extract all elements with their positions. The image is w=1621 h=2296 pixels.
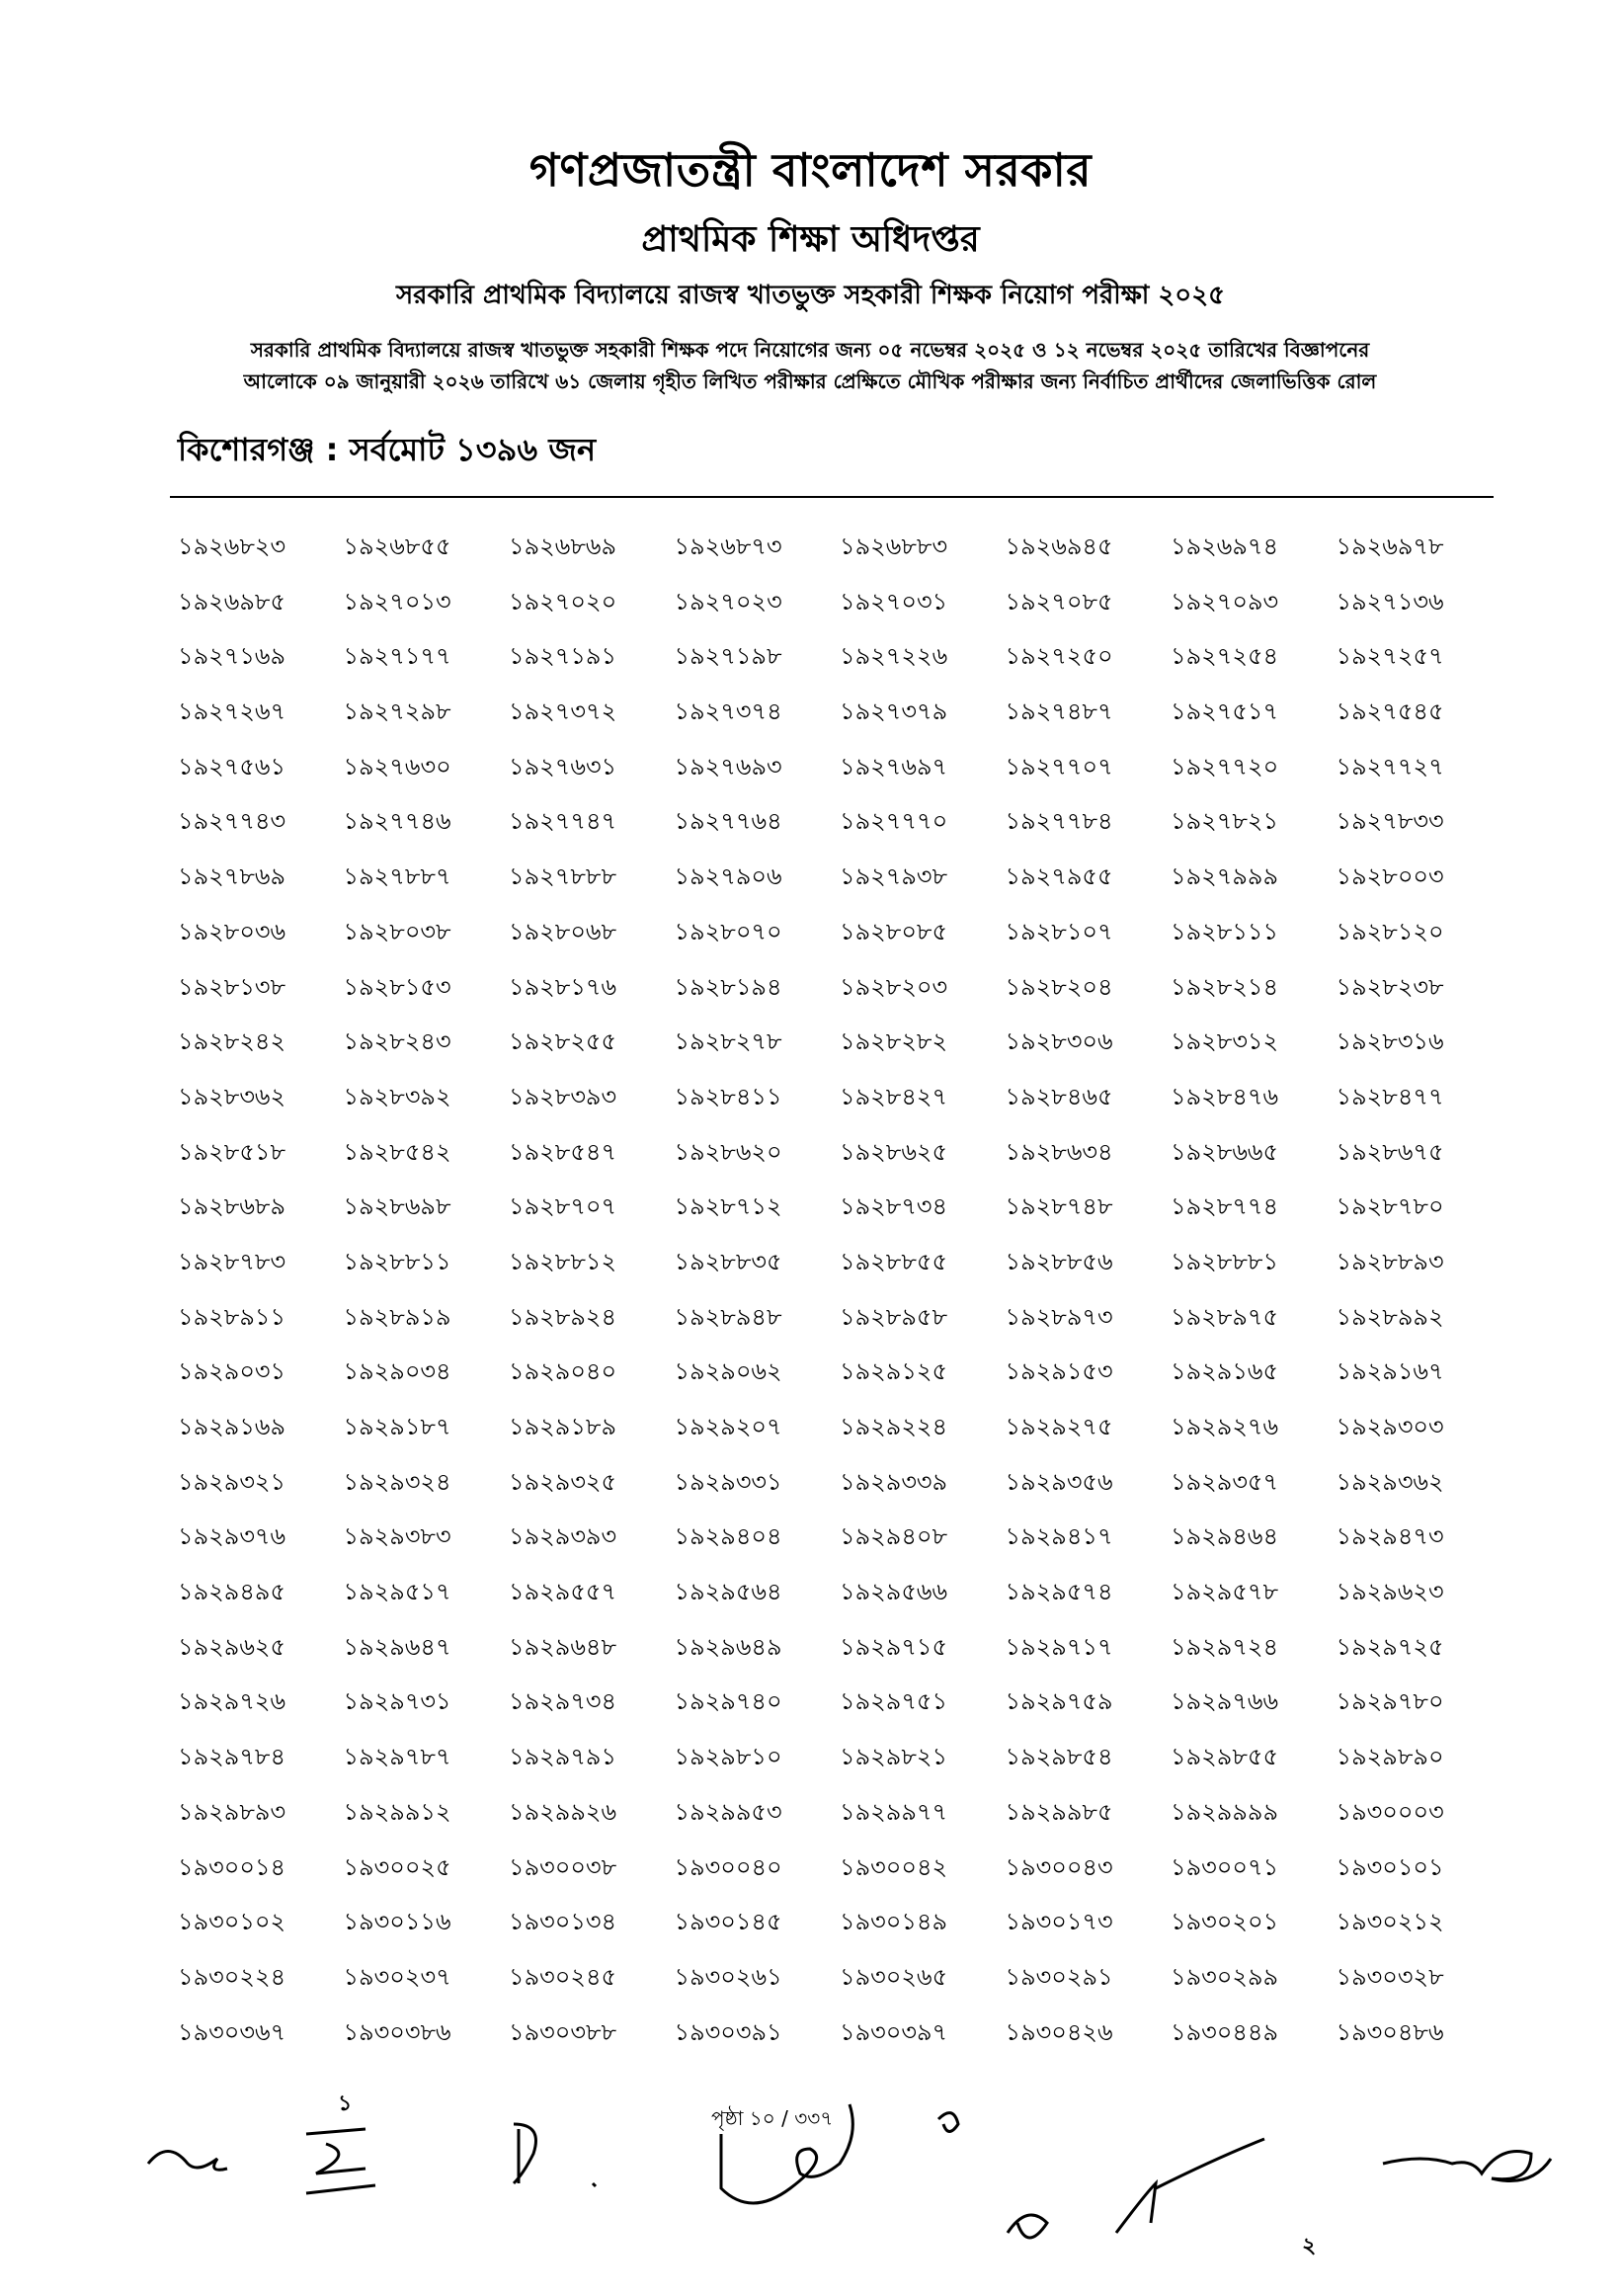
roll-number: ১৯২৯৩৫৭ <box>1171 1467 1279 1496</box>
roll-number: ১৯২৯১৮৯ <box>509 1413 617 1440</box>
roll-number: ১৯৩০১৩৪ <box>509 1908 617 1936</box>
roll-number: ১৯২৯১৬৭ <box>1336 1357 1444 1386</box>
roll-row <box>178 1797 1501 1852</box>
roll-number: ১৯৩০২৩৭ <box>343 1962 451 1991</box>
roll-number: ১৯২৯৩২১ <box>178 1467 286 1496</box>
roll-number: ১৯২৭৫৬১ <box>178 752 286 780</box>
roll-number: ১৯২৬৮৫৫ <box>343 533 451 560</box>
roll-number: ১৯২৯১৫৩ <box>1005 1357 1113 1386</box>
roll-number: ১৯২৯৭৮৪ <box>178 1743 286 1771</box>
roll-number: ১৯২৮১৩৮ <box>178 972 286 1001</box>
roll-number: ১৯২৭১৯১ <box>509 642 617 671</box>
roll-number: ১৯২৯৭৮৭ <box>343 1743 451 1771</box>
roll-number: ১৯২৯৩৩১ <box>674 1467 782 1496</box>
roll-number: ১৯২৭৬৩০ <box>343 752 451 780</box>
roll-number: ১৯২৯৭৫১ <box>840 1687 948 1716</box>
roll-number: ১৯২৯১৬৯ <box>178 1413 286 1440</box>
roll-number: ১৯২৯৬৪৯ <box>674 1632 782 1661</box>
roll-number: ১৯২৯৭৫৯ <box>1005 1687 1113 1716</box>
roll-number: ১৯২৯০৬২ <box>674 1357 782 1386</box>
roll-number: ১৯২৭৫৪৫ <box>1336 697 1444 726</box>
roll-number: ১৯২৮৪৭৭ <box>1336 1082 1444 1110</box>
roll-number: ১৯২৯০৩১ <box>178 1357 286 1386</box>
roll-number: ১৯২৯৩৭৬ <box>178 1522 286 1551</box>
roll-number: ১৯২৭৫১৭ <box>1171 697 1279 726</box>
roll-number: ১৯২৭৮৮৮ <box>509 862 617 891</box>
roll-number: ১৯২৯৩৬২ <box>1336 1467 1444 1496</box>
roll-number: ১৯২৮৮৯৩ <box>1336 1247 1444 1275</box>
roll-row <box>178 641 1501 697</box>
roll-number: ১৯২৮২৭৮ <box>674 1027 782 1056</box>
roll-number: ১৯২৯৯৭৭ <box>840 1797 948 1826</box>
roll-number: ১৯৩০৪২৬ <box>1005 2017 1113 2046</box>
roll-number: ১৯২৮২৪২ <box>178 1027 286 1056</box>
roll-number: ১৯২৭৭৭০ <box>840 807 948 836</box>
roll-number: ১৯৩০২৯১ <box>1005 1962 1113 1991</box>
roll-number: ১৯২৭৭২০ <box>1171 752 1279 780</box>
roll-number: ১৯২৯৪০৪ <box>674 1522 782 1551</box>
roll-number: ১৯২৯৩২৪ <box>343 1467 451 1496</box>
roll-number: ১৯২৯৮৯৩ <box>178 1797 286 1826</box>
signature-2 <box>306 2129 375 2193</box>
roll-number: ১৯২৮৯৭৩ <box>1005 1302 1113 1331</box>
roll-row <box>178 1577 1501 1632</box>
roll-number: ১৯২৭২৫৪ <box>1171 642 1279 671</box>
roll-number: ১৯২৮৯৪৮ <box>674 1302 782 1331</box>
roll-number: ১৯২৭৬৯৭ <box>840 752 948 780</box>
roll-number: ১৯২৮৬২৫ <box>840 1137 948 1166</box>
roll-number: ১৯৩০০২৫ <box>343 1852 451 1881</box>
roll-number: ১৯৩০০৪২ <box>840 1852 948 1881</box>
roll-number: ১৯২৯৯১২ <box>343 1797 451 1826</box>
roll-number: ১৯২৮৪২৭ <box>840 1082 948 1110</box>
roll-number: ১৯২৯২৭৫ <box>1005 1413 1113 1440</box>
roll-number: ১৯২৭৯৩৮ <box>840 862 948 891</box>
roll-row <box>178 1467 1501 1522</box>
roll-number: ১৯৩০০০৩ <box>1336 1797 1444 1826</box>
roll-row <box>178 917 1501 972</box>
roll-number: ১৯২৮৩৯২ <box>343 1082 451 1110</box>
roll-number: ১৯২৮০০৩ <box>1336 862 1444 891</box>
roll-number: ১৯২৮৬২০ <box>674 1137 782 1166</box>
roll-number: ১৯২৯৭১৫ <box>840 1632 948 1661</box>
roll-number: ১৯২৮৬৭৫ <box>1336 1137 1444 1166</box>
roll-number: ১৯২৮৯৫৮ <box>840 1302 948 1331</box>
roll-row <box>178 1137 1501 1192</box>
roll-number: ১৯২৯৬৪৮ <box>509 1632 617 1661</box>
roll-row <box>178 1412 1501 1467</box>
roll-number: ১৯২৭০৮৫ <box>1005 587 1113 615</box>
roll-number: ১৯২৮২৩৮ <box>1336 972 1444 1001</box>
roll-number: ১৯২৯৮১০ <box>674 1743 782 1771</box>
roll-number: ১৯২৯১৮৭ <box>343 1413 451 1440</box>
roll-number: ১৯২৭৬৩১ <box>509 752 617 780</box>
roll-row <box>178 697 1501 752</box>
roll-number: ১৯২৯৭৩৪ <box>509 1687 617 1716</box>
roll-row <box>178 1686 1501 1742</box>
roll-number: ১৯২৭৩৭৪ <box>674 697 782 726</box>
roll-number: ১৯২৯৩৮৩ <box>343 1522 451 1551</box>
roll-number: ১৯২৮৯২৪ <box>509 1302 617 1331</box>
roll-number: ১৯২৮৩০৬ <box>1005 1027 1113 1056</box>
notice-line-2: আলোকে ০৯ জানুয়ারী ২০২৬ তারিখে ৬১ জেলায় গৃহীত লিখিত পরীক্ষার প্রেক্ষিতে মৌখিক পরীক্ষার জন্য নির্বাচিত প্রার্থীদের জেলাভিত্তিক রোল <box>243 369 1377 393</box>
roll-number: ১৯২৭৭৮৪ <box>1005 807 1113 836</box>
roll-number: ১৯৩০২৪৫ <box>509 1962 617 1991</box>
roll-number: ১৯২৯৭৯১ <box>509 1743 617 1771</box>
roll-number: ১৯২৮৭১২ <box>674 1192 782 1221</box>
roll-row <box>178 1852 1501 1908</box>
roll-number: ১৯২৭৩৭৯ <box>840 697 948 726</box>
signature-6 <box>1383 2152 1551 2181</box>
roll-number: ১৯২৬৮২৩ <box>178 533 286 560</box>
heading-divider <box>170 496 1494 498</box>
roll-number: ১৯২৭২৫০ <box>1005 642 1113 671</box>
roll-number: ১৯২৮২০৪ <box>1005 972 1113 1001</box>
roll-number: ১৯২৯৮৫৪ <box>1005 1743 1113 1771</box>
roll-number: ১৯২৮৫১৮ <box>178 1137 286 1166</box>
roll-number: ১৯২৯৩৩৯ <box>840 1467 948 1496</box>
roll-number: ১৯২৮১০৭ <box>1005 917 1113 945</box>
roll-number: ১৯২৬৯৮৫ <box>178 587 286 615</box>
roll-number: ১৯২৯৯৫৩ <box>674 1797 782 1826</box>
roll-number: ১৯২৯৭৪০ <box>674 1687 782 1716</box>
roll-number: ১৯২৭৭৪৩ <box>178 807 286 836</box>
roll-number: ১৯২৮৫৪২ <box>343 1137 451 1166</box>
roll-number: ১৯২৯৯৯৯ <box>1171 1797 1279 1826</box>
notice-text <box>158 334 1462 397</box>
roll-number: ১৯২৯৭৬৬ <box>1171 1687 1279 1716</box>
roll-number: ১৯২৮২৪৩ <box>343 1027 451 1056</box>
roll-row <box>178 1742 1501 1797</box>
roll-number: ১৯২৮৩১৬ <box>1336 1027 1444 1056</box>
roll-number: ১৯২৭২৫৭ <box>1336 642 1444 671</box>
signature-4 <box>721 2104 852 2203</box>
roll-row <box>178 861 1501 917</box>
roll-row <box>178 587 1501 642</box>
roll-number: ১৯৩০২০১ <box>1171 1908 1279 1936</box>
roll-number: ১৯২৭৮৩৩ <box>1336 807 1444 836</box>
roll-number: ১৯৩০৩৬৭ <box>178 2017 286 2046</box>
roll-number: ১৯২৭৯০৬ <box>674 862 782 891</box>
roll-number: ১৯২৭০২০ <box>509 587 617 615</box>
roll-number: ১৯২৭০২৩ <box>674 587 782 615</box>
roll-number: ১৯২৮৭৮৩ <box>178 1247 286 1275</box>
roll-number: ১৯৩০০৪০ <box>674 1852 782 1881</box>
roll-number: ১৯২৮৮৫৫ <box>840 1247 948 1275</box>
roll-number: ১৯২৮০৩৬ <box>178 917 286 945</box>
roll-number: ১৯২৯৪৯৫ <box>178 1578 286 1606</box>
roll-number: ১৯২৮৯১১ <box>178 1302 286 1331</box>
roll-number: ১৯২৮১৯৪ <box>674 972 782 1001</box>
roll-number: ১৯২৯৬২৩ <box>1336 1578 1444 1606</box>
roll-number: ১৯৩০৩৮৬ <box>343 2017 451 2046</box>
roll-number: ১৯২৮৭৪৮ <box>1005 1192 1113 1221</box>
roll-number: ১৯২৮১৭৬ <box>509 972 617 1001</box>
roll-number: ১৯২৭২২৬ <box>840 642 948 671</box>
roll-number: ১৯২৮১১১ <box>1171 917 1279 945</box>
roll-number: ১৯২৯৫৬৬ <box>840 1578 948 1606</box>
roll-number: ১৯২৯৩২৫ <box>509 1467 617 1496</box>
roll-row <box>178 1356 1501 1412</box>
roll-number: ১৯২৮৩৬২ <box>178 1082 286 1110</box>
signature-mark-2: ২ <box>1302 2234 1317 2258</box>
roll-row <box>178 752 1501 807</box>
roll-number: ১৯৩০২৬১ <box>674 1962 782 1991</box>
roll-row <box>178 1632 1501 1687</box>
page-number: পৃষ্ঠা ১০ / ৩৩৭ <box>711 2106 834 2130</box>
roll-row <box>178 1962 1501 2017</box>
notice-line-1: সরকারি প্রাথমিক বিদ্যালয়ে রাজস্ব খাতভুক্ত সহকারী শিক্ষক পদে নিয়োগের জন্য ০৫ নভেম্বর ২০২৫ ও ১২ নভেম্বর ২০২৫ তারিখের বিজ্ঞাপনের <box>250 338 1370 362</box>
roll-number: ১৯৩০৩৯৭ <box>840 2017 948 2046</box>
roll-number: ১৯৩০১৪৫ <box>674 1908 782 1936</box>
signature-mark-1: ১ <box>338 2091 353 2116</box>
roll-number: ১৯২৯৭১৭ <box>1005 1632 1113 1661</box>
roll-number: ১৯৩০১৭৩ <box>1005 1908 1113 1936</box>
roll-number: ১৯২৯০৩৪ <box>343 1357 451 1386</box>
roll-number: ১৯২৭৭২৭ <box>1336 752 1444 780</box>
roll-number: ১৯২৯২০৭ <box>674 1413 782 1440</box>
district-heading: কিশোরগঞ্জ : সর্বমোট ১৩৯৬ জন <box>178 431 597 468</box>
roll-number: ১৯৩০০১৪ <box>178 1852 286 1881</box>
roll-number: ১৯২৭৮২১ <box>1171 807 1279 836</box>
roll-number: ১৯২৭১৬৯ <box>178 642 286 671</box>
roll-number: ১৯২৯৭২৬ <box>178 1687 286 1716</box>
roll-number: ১৯২৮১৫৩ <box>343 972 451 1001</box>
roll-number: ১৯২৯৩৯৩ <box>509 1522 617 1551</box>
roll-number: ১৯২৭৭০৭ <box>1005 752 1113 780</box>
roll-number: ১৯২৭০৩১ <box>840 587 948 615</box>
roll-number: ১৯২৯৭২৫ <box>1336 1632 1444 1661</box>
roll-number: ১৯২৭০১৩ <box>343 587 451 615</box>
roll-number: ১৯২৮৫৪৭ <box>509 1137 617 1166</box>
roll-number: ১৯২৯৯৮৫ <box>1005 1797 1113 1826</box>
roll-number: ১৯২৯৩০৩ <box>1336 1413 1444 1440</box>
roll-number: ১৯২৭৭৬৪ <box>674 807 782 836</box>
roll-number: ১৯২৯৪৬৪ <box>1171 1522 1279 1551</box>
roll-row <box>178 1302 1501 1357</box>
roll-number: ১৯২৮০৮৫ <box>840 917 948 945</box>
roll-number: ১৯২৯৬২৫ <box>178 1632 286 1661</box>
roll-number: ১৯২৯৪০৮ <box>840 1522 948 1551</box>
signature-3 <box>514 2124 596 2186</box>
roll-number: ১৯৩০২৬৫ <box>840 1962 948 1991</box>
roll-number: ১৯২৯৭৩১ <box>343 1687 451 1716</box>
roll-number: ১৯২৮৮৩৫ <box>674 1247 782 1275</box>
roll-number: ১৯২৮২৮২ <box>840 1027 948 1056</box>
roll-number: ১৯২৭৭৪৭ <box>509 807 617 836</box>
roll-number: ১৯২৮৩৯৩ <box>509 1082 617 1110</box>
roll-number: ১৯২৮০৭০ <box>674 917 782 945</box>
roll-number: ১৯৩০৩৮৮ <box>509 2017 617 2046</box>
roll-number: ১৯২৭১৭৭ <box>343 642 451 671</box>
roll-number: ১৯৩০০৪৩ <box>1005 1852 1113 1881</box>
roll-number: ১৯২৮৮১২ <box>509 1247 617 1275</box>
roll-number: ১৯২৭১৯৮ <box>674 642 782 671</box>
roll-number: ১৯২৭৯৯৯ <box>1171 862 1279 891</box>
department-title: প্রাথমিক শিক্ষা অধিদপ্তর <box>641 219 980 260</box>
signature-5 <box>938 2113 1264 2238</box>
roll-number: ১৯২৬৯৪৫ <box>1005 533 1113 560</box>
roll-number: ১৯২৯৬৪৭ <box>343 1632 451 1661</box>
roll-number: ১৯২৯৪৭৩ <box>1336 1522 1444 1551</box>
roll-row <box>178 532 1501 587</box>
roll-number: ১৯২৯৮৫৫ <box>1171 1743 1279 1771</box>
roll-number: ১৯৩০২২৪ <box>178 1962 286 1991</box>
roll-row <box>178 1521 1501 1577</box>
roll-number: ১৯২৬৯৭৪ <box>1171 533 1279 560</box>
roll-number: ১৯২৬৮৮৩ <box>840 533 948 560</box>
roll-row <box>178 1026 1501 1082</box>
roll-number: ১৯৩০১০১ <box>1336 1852 1444 1881</box>
roll-row <box>178 1082 1501 1137</box>
roll-number: ১৯২৯১৬৫ <box>1171 1357 1279 1386</box>
roll-number: ১৯২৯৪১৭ <box>1005 1522 1113 1551</box>
roll-number: ১৯২৮৭৩৪ <box>840 1192 948 1221</box>
roll-number: ১৯২৭৩৭২ <box>509 697 617 726</box>
roll-number: ১৯২৮৬৬৫ <box>1171 1137 1279 1166</box>
roll-number: ১৯৩০৪৪৯ <box>1171 2017 1279 2046</box>
roll-number: ১৯২৮৯৯২ <box>1336 1302 1444 1331</box>
roll-number: ১৯২৬৯৭৮ <box>1336 533 1444 560</box>
roll-row <box>178 1247 1501 1302</box>
roll-number: ১৯২৯৮৯০ <box>1336 1743 1444 1771</box>
roll-number: ১৯২৯৫৭৪ <box>1005 1578 1113 1606</box>
roll-number: ১৯২৮২৫৫ <box>509 1027 617 1056</box>
roll-number: ১৯২৮৮১১ <box>343 1247 451 1275</box>
roll-number: ১৯২৮৮৮১ <box>1171 1247 1279 1275</box>
roll-number: ১৯২৯৩৫৬ <box>1005 1467 1113 1496</box>
roll-number: ১৯২৭১৩৬ <box>1336 587 1444 615</box>
roll-number: ১৯৩০৩২৮ <box>1336 1962 1444 1991</box>
roll-number: ১৯২৮৬৩৪ <box>1005 1137 1113 1166</box>
roll-number: ১৯২৯০৪০ <box>509 1357 617 1386</box>
roll-number: ১৯২৬৮৬৯ <box>509 533 617 560</box>
roll-row <box>178 1191 1501 1247</box>
roll-number: ১৯২৮৭৮০ <box>1336 1192 1444 1221</box>
roll-number: ১৯২৯১২৫ <box>840 1357 948 1386</box>
roll-number: ১৯২৭৬৯৩ <box>674 752 782 780</box>
signature-1 <box>148 2152 227 2171</box>
roll-number: ১৯৩০৩৯১ <box>674 2017 782 2046</box>
roll-number: ১৯২৮৪১১ <box>674 1082 782 1110</box>
roll-number: ১৯৩০২৯৯ <box>1171 1962 1279 1991</box>
roll-number: ১৯৩০১৪৯ <box>840 1908 948 1936</box>
roll-number: ১৯২৮৪৬৫ <box>1005 1082 1113 1110</box>
roll-number: ১৯২৭৭৪৬ <box>343 807 451 836</box>
roll-number: ১৯২৮৭৭৪ <box>1171 1192 1279 1221</box>
roll-number: ১৯২৯৫১৭ <box>343 1578 451 1606</box>
roll-number: ১৯২৭৮৮৭ <box>343 862 451 891</box>
roll-number: ১৯২৬৮৭৩ <box>674 533 782 560</box>
roll-number: ১৯২৯৮২১ <box>840 1743 948 1771</box>
roll-number: ১৯২৭২৬৭ <box>178 697 286 726</box>
roll-row <box>178 806 1501 861</box>
roll-number: ১৯২৭৯৫৫ <box>1005 862 1113 891</box>
roll-number: ১৯২৮২০৩ <box>840 972 948 1001</box>
roll-number: ১৯২৮৬৯৮ <box>343 1192 451 1221</box>
roll-number: ১৯২৮৯৭৫ <box>1171 1302 1279 1331</box>
government-title: গণপ্রজাতন্ত্রী বাংলাদেশ সরকার <box>528 143 1093 197</box>
roll-number: ১৯২৭২৯৮ <box>343 697 451 726</box>
roll-row <box>178 1907 1501 1962</box>
roll-number: ১৯২৯৫৬৪ <box>674 1578 782 1606</box>
roll-row <box>178 972 1501 1027</box>
signature-area <box>0 2085 1621 2296</box>
roll-number: ১৯২৮২১৪ <box>1171 972 1279 1001</box>
roll-number: ১৯২৯৫৫৭ <box>509 1578 617 1606</box>
roll-number: ১৯২৮৪৭৬ <box>1171 1082 1279 1110</box>
roll-number: ১৯২৯৭৮০ <box>1336 1687 1444 1716</box>
roll-number: ১৯২৭৮৬৯ <box>178 862 286 891</box>
roll-number: ১৯২৯৭২৪ <box>1171 1632 1279 1661</box>
roll-number: ১৯২৮৩১২ <box>1171 1027 1279 1056</box>
roll-number: ১৯২৯২২৪ <box>840 1413 948 1440</box>
roll-number: ১৯২৮৭০৭ <box>509 1192 617 1221</box>
roll-number: ১৯২৮১২০ <box>1336 917 1444 945</box>
roll-number: ১৯২৮০৩৮ <box>343 917 451 945</box>
roll-number: ১৯২৮৬৮৯ <box>178 1192 286 1221</box>
roll-number: ১৯৩০১০২ <box>178 1908 286 1936</box>
roll-number: ১৯২৭০৯৩ <box>1171 587 1279 615</box>
roll-row <box>178 2017 1501 2073</box>
roll-number: ১৯২৯৯২৬ <box>509 1797 617 1826</box>
roll-number: ১৯২৮০৬৮ <box>509 917 617 945</box>
roll-number: ১৯৩০০৭১ <box>1171 1852 1279 1881</box>
roll-number: ১৯২৭৪৮৭ <box>1005 697 1113 726</box>
roll-number: ১৯২৮৯১৯ <box>343 1302 451 1331</box>
roll-number: ১৯৩০৪৮৬ <box>1336 2017 1444 2046</box>
roll-number: ১৯২৯২৭৬ <box>1171 1413 1279 1440</box>
roll-number-grid <box>178 532 1501 2072</box>
roll-number: ১৯৩০১১৬ <box>343 1908 451 1936</box>
roll-number: ১৯২৮৮৫৬ <box>1005 1247 1113 1275</box>
roll-number: ১৯৩০২১২ <box>1336 1908 1444 1936</box>
exam-title: সরকারি প্রাথমিক বিদ্যালয়ে রাজস্ব খাতভুক্ত সহকারী শিক্ষক নিয়োগ পরীক্ষা ২০২৫ <box>396 281 1225 310</box>
roll-number: ১৯৩০০৩৮ <box>509 1852 617 1881</box>
roll-number: ১৯২৯৫৭৮ <box>1171 1578 1279 1606</box>
